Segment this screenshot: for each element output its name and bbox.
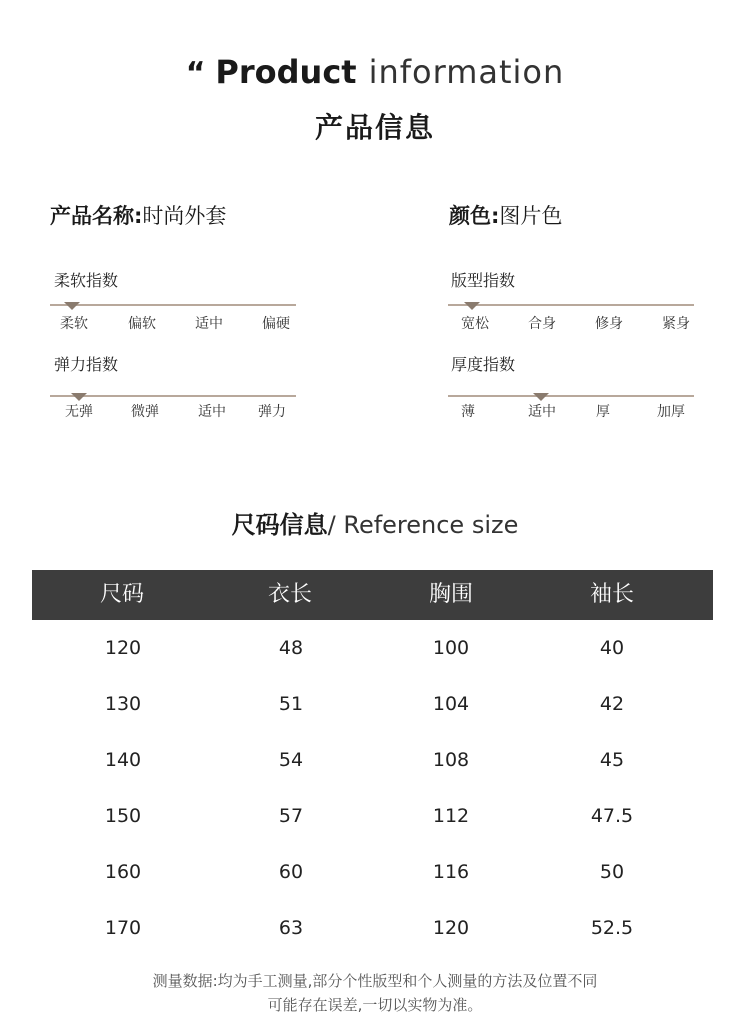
thickness-scale-line (448, 395, 694, 397)
table-header-cell: 衣长 (267, 582, 312, 607)
elasticity-option: 无弹 (65, 404, 93, 420)
product-name-value: 时尚外套 (142, 204, 227, 228)
softness-option: 偏硬 (262, 316, 290, 332)
elasticity-scale-label: 弹力指数 (54, 355, 119, 374)
table-cell: 57 (278, 805, 304, 827)
page-title-cn: 产品信息 (314, 111, 435, 144)
table-cell: 47.5 (590, 805, 634, 827)
size-title-cn: 尺码信息 (231, 511, 328, 539)
table-cell: 48 (278, 637, 304, 659)
thickness-scale-label: 厚度指数 (451, 355, 516, 374)
table-header-cell: 胸围 (428, 582, 473, 607)
table-cell: 54 (278, 749, 304, 771)
table-cell: 40 (599, 637, 625, 659)
measurement-note-line2: 可能存在误差,一切以实物为准。 (267, 996, 483, 1014)
table-row (32, 788, 713, 844)
table-cell: 120 (432, 917, 470, 939)
thickness-option: 适中 (528, 404, 556, 420)
table-cell: 63 (278, 917, 304, 939)
fit-option: 修身 (595, 316, 623, 332)
table-row (32, 844, 713, 900)
softness-scale-label: 柔软指数 (54, 271, 119, 290)
quote-mark: “ (185, 56, 206, 91)
softness-option: 偏软 (128, 316, 156, 332)
thickness-option: 加厚 (657, 404, 685, 420)
table-cell: 45 (599, 749, 625, 771)
table-cell: 100 (432, 637, 470, 659)
table-cell: 60 (278, 861, 304, 883)
table-cell: 108 (432, 749, 470, 771)
product-name (50, 200, 226, 230)
table-cell: 52.5 (590, 917, 634, 939)
page-title-en (0, 52, 750, 94)
title-bold: Product (215, 53, 357, 91)
table-cell: 104 (432, 693, 470, 715)
table-cell: 112 (432, 805, 470, 827)
fit-option: 合身 (528, 316, 556, 332)
title-light: information (368, 53, 565, 91)
product-color (449, 200, 562, 230)
softness-marker (64, 302, 80, 310)
table-cell: 170 (104, 917, 142, 939)
measurement-note-line1: 测量数据:均为手工测量,部分个性版型和个人测量的方法及位置不同 (152, 972, 598, 990)
table-cell: 116 (432, 861, 470, 883)
fit-scale-label: 版型指数 (451, 271, 516, 290)
thickness-marker (533, 393, 549, 401)
table-cell: 42 (599, 693, 625, 715)
size-table-header (32, 570, 713, 620)
softness-option: 柔软 (60, 316, 88, 332)
product-color-label: 颜色: (449, 204, 500, 228)
fit-option: 紧身 (662, 316, 690, 332)
softness-option: 适中 (195, 316, 223, 332)
product-name-label: 产品名称: (50, 204, 143, 228)
table-cell: 140 (104, 749, 142, 771)
table-row (32, 900, 713, 956)
size-title-en: / Reference size (327, 511, 519, 539)
table-cell: 130 (104, 693, 142, 715)
product-color-value: 图片色 (499, 204, 563, 228)
thickness-option: 厚 (596, 404, 610, 420)
table-cell: 51 (278, 693, 304, 715)
size-section-title (0, 505, 750, 540)
fit-marker (464, 302, 480, 310)
elasticity-option: 适中 (198, 404, 226, 420)
table-cell: 150 (104, 805, 142, 827)
elasticity-option: 弹力 (258, 404, 286, 420)
table-cell: 120 (104, 637, 142, 659)
elasticity-option: 微弹 (131, 404, 159, 420)
table-row (32, 676, 713, 732)
table-header-cell: 尺码 (99, 582, 144, 607)
softness-scale-line (50, 304, 296, 306)
fit-option: 宽松 (461, 316, 489, 332)
table-row (32, 732, 713, 788)
thickness-option: 薄 (461, 404, 475, 420)
fit-scale-line (448, 304, 694, 306)
table-row (32, 620, 713, 676)
elasticity-marker (71, 393, 87, 401)
table-header-cell: 袖长 (589, 582, 634, 607)
table-cell: 160 (104, 861, 142, 883)
table-cell: 50 (599, 861, 625, 883)
